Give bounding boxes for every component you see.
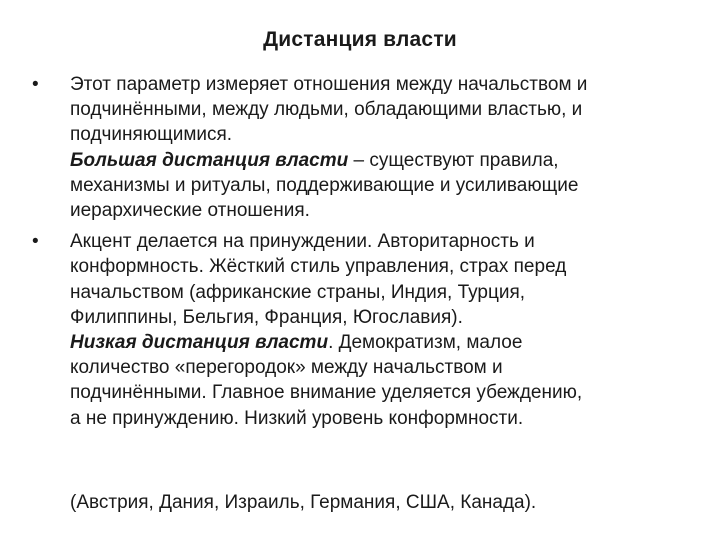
text-line: механизмы и ритуалы, поддерживающие и усиливающие	[70, 174, 579, 196]
bullet-item-power-distance-definition	[30, 72, 690, 223]
text-line: количество «перегородок» между начальством и	[70, 357, 503, 379]
text-line: подчинёнными, между людьми, обладающими властью, и	[70, 99, 583, 121]
text-line: Акцент делается на принуждении. Авторитарность и	[70, 231, 535, 253]
emphasis-term: Низкая дистанция власти	[70, 332, 329, 354]
bullet-marker: •	[32, 74, 39, 95]
bullet-item-coercion-emphasis	[30, 229, 690, 431]
text-line: а не принуждению. Низкий уровень конформности.	[70, 407, 524, 429]
text-fragment: – существуют правила,	[348, 149, 559, 171]
text-line	[70, 148, 690, 173]
text-line: подчиняющимися.	[70, 124, 233, 146]
text-line: Филиппины, Бельгия, Франция, Югославия).	[70, 306, 463, 328]
text-fragment: . Демократизм, малое	[328, 332, 523, 354]
text-line: конформность. Жёсткий стиль управления, страх перед	[70, 256, 567, 278]
emphasis-term: Большая дистанция власти	[70, 149, 349, 171]
country-list-note: (Австрия, Дания, Израиль, Германия, США, Канада).	[70, 492, 537, 513]
text-line: подчинёнными. Главное внимание уделяется убеждению,	[70, 382, 583, 404]
text-line	[70, 330, 690, 355]
bullet-marker: •	[32, 231, 39, 253]
text-line: начальством (африканские страны, Индия, Турция,	[70, 281, 526, 303]
slide-title: Дистанция власти	[263, 28, 457, 51]
text-line: иерархические отношения.	[70, 200, 310, 222]
slide-content	[30, 72, 690, 437]
text-line: Этот параметр измеряет отношения между начальством и	[70, 74, 588, 95]
